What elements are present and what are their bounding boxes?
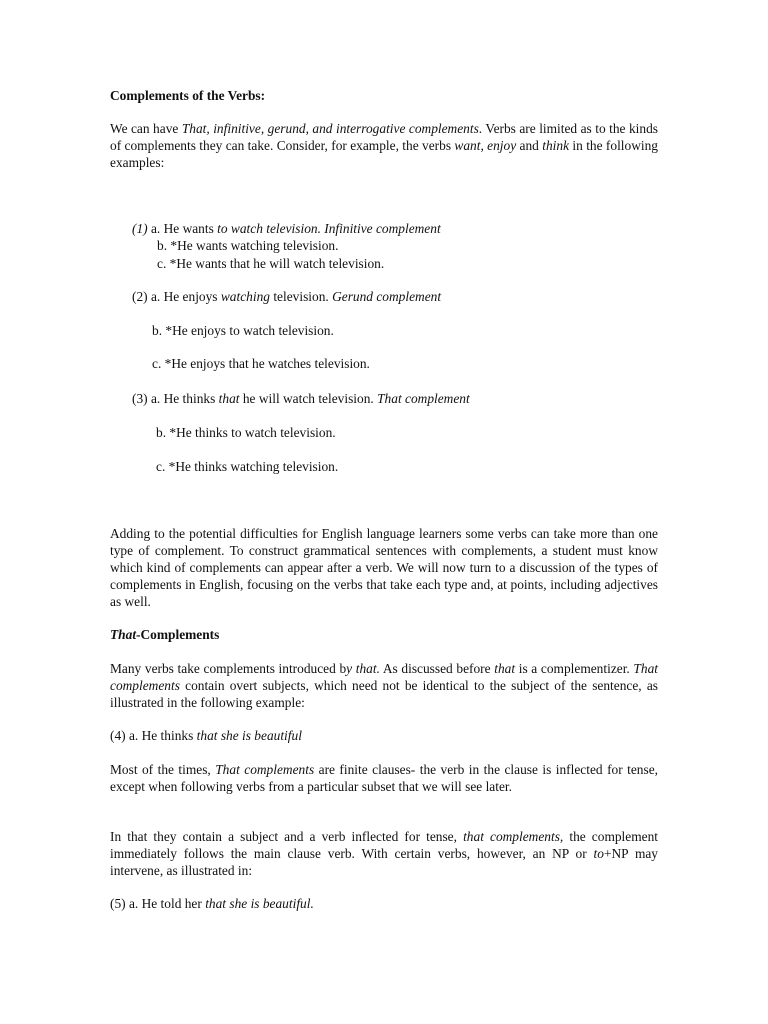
text-run: (5) a. He told her <box>110 896 206 911</box>
text-run: a. He wants <box>147 221 218 236</box>
italic-text-run: Gerund complement <box>332 289 442 304</box>
example-3b <box>156 425 336 442</box>
example-3a <box>132 391 470 408</box>
text-run: he will watch television. <box>239 391 378 406</box>
text-run: is a complementizer. <box>515 661 634 676</box>
italic-text-run: That complements <box>215 762 315 777</box>
italic-text-run: That complements <box>110 661 658 693</box>
text-run: b. *He enjoys to watch television. <box>152 323 334 338</box>
text-run: Most of the times, <box>110 762 216 777</box>
text-run: As discussed before <box>379 661 495 676</box>
text-run: Adding to the potential difficulties for English language learners some verbs can take more than one type of complement. To construct grammatical sentences with complements, a student must know which kind of complements can appear after a verb. We will now turn to a discussion of the types of complements in English, focusing on the verbs that take each type and, at points, including adjectives as well. <box>110 526 658 609</box>
text-run: +NP may intervene, as illustrated in: <box>110 845 658 878</box>
text-run: -Complements <box>136 627 220 642</box>
text-run: b. *He wants watching television. <box>157 238 339 253</box>
italic-text-run: to <box>593 845 604 861</box>
text-run: contain overt subjects, which need not be identical to the subject of the sentence, as illustrated in the following example: <box>110 677 658 710</box>
text-run: c. *He enjoys that he watches television. <box>152 356 370 371</box>
many-verbs-paragraph <box>110 661 658 712</box>
page-title: Complements of the Verbs: <box>110 88 266 103</box>
text-run: (4) a. He thinks <box>110 728 197 743</box>
italic-text-run: want, enjoy <box>454 137 517 153</box>
text-run: c. *He thinks watching television. <box>156 459 339 474</box>
text-run: in the following examples: <box>110 137 658 170</box>
italic-text-run: y that. <box>346 661 380 676</box>
text-run: c. *He wants that he will watch television. <box>157 256 385 271</box>
example-2b <box>152 323 334 340</box>
text-run: In that they contain a subject and a verb inflected for tense, <box>110 829 464 844</box>
italic-text-run: That, infinitive, gerund, and interrogative complements <box>181 121 479 136</box>
text-run: . Verbs are limited as to the kinds of complements they can take. Consider, for example, the verbs <box>110 121 658 153</box>
italic-text-run: that she is beautiful <box>196 728 302 743</box>
italic-text-run: That <box>110 627 137 642</box>
text-run: (3) a. He thinks <box>132 391 219 406</box>
italic-text-run: to watch television. Infinitive complement <box>217 221 441 236</box>
italic-text-run: think <box>542 137 570 153</box>
italic-text-run: that she is beautiful. <box>205 896 314 911</box>
example-1a <box>132 221 441 238</box>
text-run: We can have <box>110 121 182 136</box>
text-run: (2) a. He enjoys <box>132 289 221 304</box>
italic-text-run: that <box>218 391 240 406</box>
section-heading <box>110 627 658 644</box>
most-times-paragraph <box>110 762 658 796</box>
example-1b <box>157 238 338 255</box>
text-run: are finite clauses- the verb in the clause is inflected for tense, except when following verbs from a particular subset that we will see later. <box>110 762 658 794</box>
example-2c <box>152 356 370 373</box>
example-1c <box>157 256 384 273</box>
example-2a <box>132 289 441 306</box>
example-3c <box>156 459 338 476</box>
italic-text-run: That complement <box>377 391 470 406</box>
text-run: Many verbs take complements introduced b <box>110 661 347 676</box>
adding-paragraph <box>110 526 658 611</box>
italic-text-run: that complements, <box>463 829 564 844</box>
example-4 <box>110 728 658 745</box>
text-run: and <box>516 137 543 153</box>
italic-text-run: watching <box>220 289 270 304</box>
italic-text-run: (1) <box>132 221 148 236</box>
intro-paragraph <box>110 121 658 172</box>
text-run: television. <box>269 289 333 304</box>
text-run: the complement immediately follows the main clause verb. With certain verbs, however, an NP or <box>110 829 658 861</box>
text-run: b. *He thinks to watch television. <box>156 425 336 440</box>
italic-text-run: that <box>494 661 516 676</box>
example-5 <box>110 896 658 913</box>
in-that-paragraph <box>110 829 658 880</box>
